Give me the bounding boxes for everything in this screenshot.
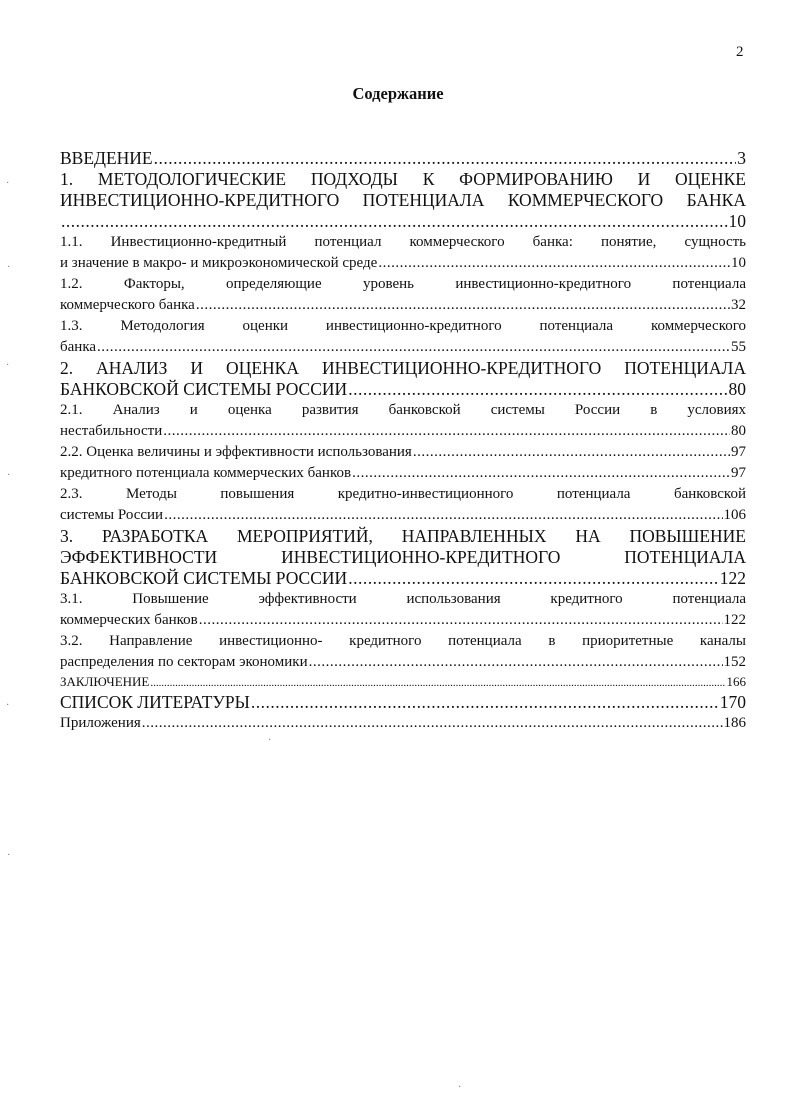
toc-entry-1-1[interactable] xyxy=(60,232,746,274)
scan-speck: · xyxy=(7,262,11,273)
toc-entry-label: 1. МЕТОДОЛОГИЧЕСКИЕ ПОДХОДЫ К ФОРМИРОВАНИЮ И ОЦЕНКЕ xyxy=(60,169,746,189)
toc-entry-page: 122 xyxy=(719,568,746,588)
table-of-contents xyxy=(60,148,746,734)
scan-speck: · xyxy=(6,178,10,189)
toc-entry-chapter-1[interactable] xyxy=(60,169,746,232)
page-title: Содержание xyxy=(352,84,444,103)
toc-entry-label-cont: системы России xyxy=(60,507,164,523)
dot-leader xyxy=(251,692,719,713)
toc-entry-page: 122 xyxy=(723,612,746,628)
toc-entry-label: 3. РАЗРАБОТКА МЕРОПРИЯТИЙ, НАПРАВЛЕННЫХ НА ПОВЫШЕНИЕ xyxy=(60,526,746,546)
toc-entry-label-cont: нестабильности xyxy=(60,423,163,439)
dot-leader xyxy=(352,463,730,484)
toc-entry-label-cont: БАНКОВСКОЙ СИСТЕМЫ РОССИИ xyxy=(60,568,348,588)
dot-leader xyxy=(163,421,730,442)
toc-entry-page: 152 xyxy=(723,654,746,670)
toc-entry-label: 2.1. Анализ и оценка развития банковской системы России в условиях xyxy=(60,402,746,418)
toc-entry-page: 80 xyxy=(731,423,746,439)
scan-speck: · xyxy=(7,470,11,481)
toc-entry-label: Приложения xyxy=(60,715,141,731)
toc-entry-label: 1.3. Методология оценки инвестиционно-кредитного потенциала коммерческого xyxy=(60,318,746,334)
toc-entry-label: 2.2. Оценка величины и эффективности использования xyxy=(60,444,412,460)
toc-entry-3-2[interactable] xyxy=(60,631,746,673)
toc-entry-2-1[interactable] xyxy=(60,400,746,442)
toc-entry-conclusion[interactable] xyxy=(60,673,746,692)
toc-entry-label: 1.2. Факторы, определяющие уровень инвестиционно-кредитного потенциала xyxy=(60,276,746,292)
toc-entry-label-cont: и значение в макро- и микроэкономической среде xyxy=(60,255,378,271)
toc-entry-page: 170 xyxy=(719,692,746,712)
toc-entry-chapter-3[interactable] xyxy=(60,526,746,589)
toc-entry-label: ЗАКЛЮЧЕНИЕ xyxy=(60,674,150,689)
toc-entry-page: 55 xyxy=(731,339,746,355)
page-number: 2 xyxy=(736,44,744,60)
toc-entry-page: 80 xyxy=(728,379,746,399)
toc-entry-3-1[interactable] xyxy=(60,589,746,631)
toc-entry-page: 106 xyxy=(723,507,746,523)
toc-entry-label: СПИСОК ЛИТЕРАТУРЫ xyxy=(60,692,250,712)
toc-entry-1-3[interactable] xyxy=(60,316,746,358)
toc-entry-label: 1.1. Инвестиционно-кредитный потенциал коммерческого банка: понятие, сущность xyxy=(60,234,746,250)
toc-entry-references[interactable] xyxy=(60,692,746,713)
dot-leader xyxy=(142,713,723,734)
scan-speck: · xyxy=(6,360,10,371)
toc-entry-label: ВВЕДЕНИЕ xyxy=(60,148,153,168)
toc-entry-label-cont: ИНВЕСТИЦИОННО-КРЕДИТНОГО ПОТЕНЦИАЛА КОММЕРЧЕСКОГО БАНКА xyxy=(60,190,746,210)
dot-leader xyxy=(413,442,730,463)
toc-entry-label-cont: ЭФФЕКТИВНОСТИ ИНВЕСТИЦИОННО-КРЕДИТНОГО ПОТЕНЦИАЛА xyxy=(60,547,746,567)
toc-entry-page: 166 xyxy=(726,674,746,689)
toc-entry-label-cont: БАНКОВСКОЙ СИСТЕМЫ РОССИИ xyxy=(60,379,348,399)
scan-speck: · xyxy=(7,850,11,861)
toc-entry-page: 97 xyxy=(731,465,746,481)
toc-entry-2-3[interactable] xyxy=(60,484,746,526)
toc-entry-2-2[interactable] xyxy=(60,442,746,484)
toc-entry-label: 3.2. Направление инвестиционно- кредитного потенциала в приоритетные каналы xyxy=(60,633,746,649)
toc-entry-label: 2.3. Методы повышения кредитно-инвестиционного потенциала банковской xyxy=(60,486,746,502)
toc-entry-page: 32 xyxy=(731,297,746,313)
dot-leader xyxy=(196,295,730,316)
dot-leader xyxy=(164,505,722,526)
scan-speck: · xyxy=(268,735,272,746)
dot-leader xyxy=(61,211,728,232)
dot-leader xyxy=(154,148,737,169)
toc-entry-1-2[interactable] xyxy=(60,274,746,316)
toc-entry-page: 3 xyxy=(737,148,746,168)
dot-leader xyxy=(150,673,725,692)
dot-leader xyxy=(348,568,719,589)
dot-leader xyxy=(97,337,730,358)
toc-entry-label-cont: коммерческого банка xyxy=(60,297,195,313)
toc-entry-appendices[interactable] xyxy=(60,713,746,734)
scan-speck: · xyxy=(6,700,10,711)
toc-entry-intro[interactable] xyxy=(60,148,746,169)
scan-speck: · xyxy=(458,1082,462,1093)
toc-entry-label: 2. АНАЛИЗ И ОЦЕНКА ИНВЕСТИЦИОННО-КРЕДИТНОГО ПОТЕНЦИАЛА xyxy=(60,358,746,378)
toc-entry-label-cont: банка xyxy=(60,339,97,355)
toc-entry-page: 10 xyxy=(731,255,746,271)
toc-entry-label-cont: кредитного потенциала коммерческих банков xyxy=(60,465,352,481)
toc-entry-chapter-2[interactable] xyxy=(60,358,746,400)
toc-entry-page: 97 xyxy=(731,444,746,460)
toc-entry-label: 3.1. Повышение эффективности использования кредитного потенциала xyxy=(60,591,746,607)
dot-leader xyxy=(348,379,727,400)
dot-leader xyxy=(378,253,730,274)
toc-entry-label-cont: коммерческих банков xyxy=(60,612,198,628)
toc-entry-page: 10 xyxy=(728,211,746,231)
dot-leader xyxy=(309,652,723,673)
toc-entry-label-cont: распределения по секторам экономики xyxy=(60,654,308,670)
dot-leader xyxy=(199,610,723,631)
toc-entry-page: 186 xyxy=(723,715,746,731)
